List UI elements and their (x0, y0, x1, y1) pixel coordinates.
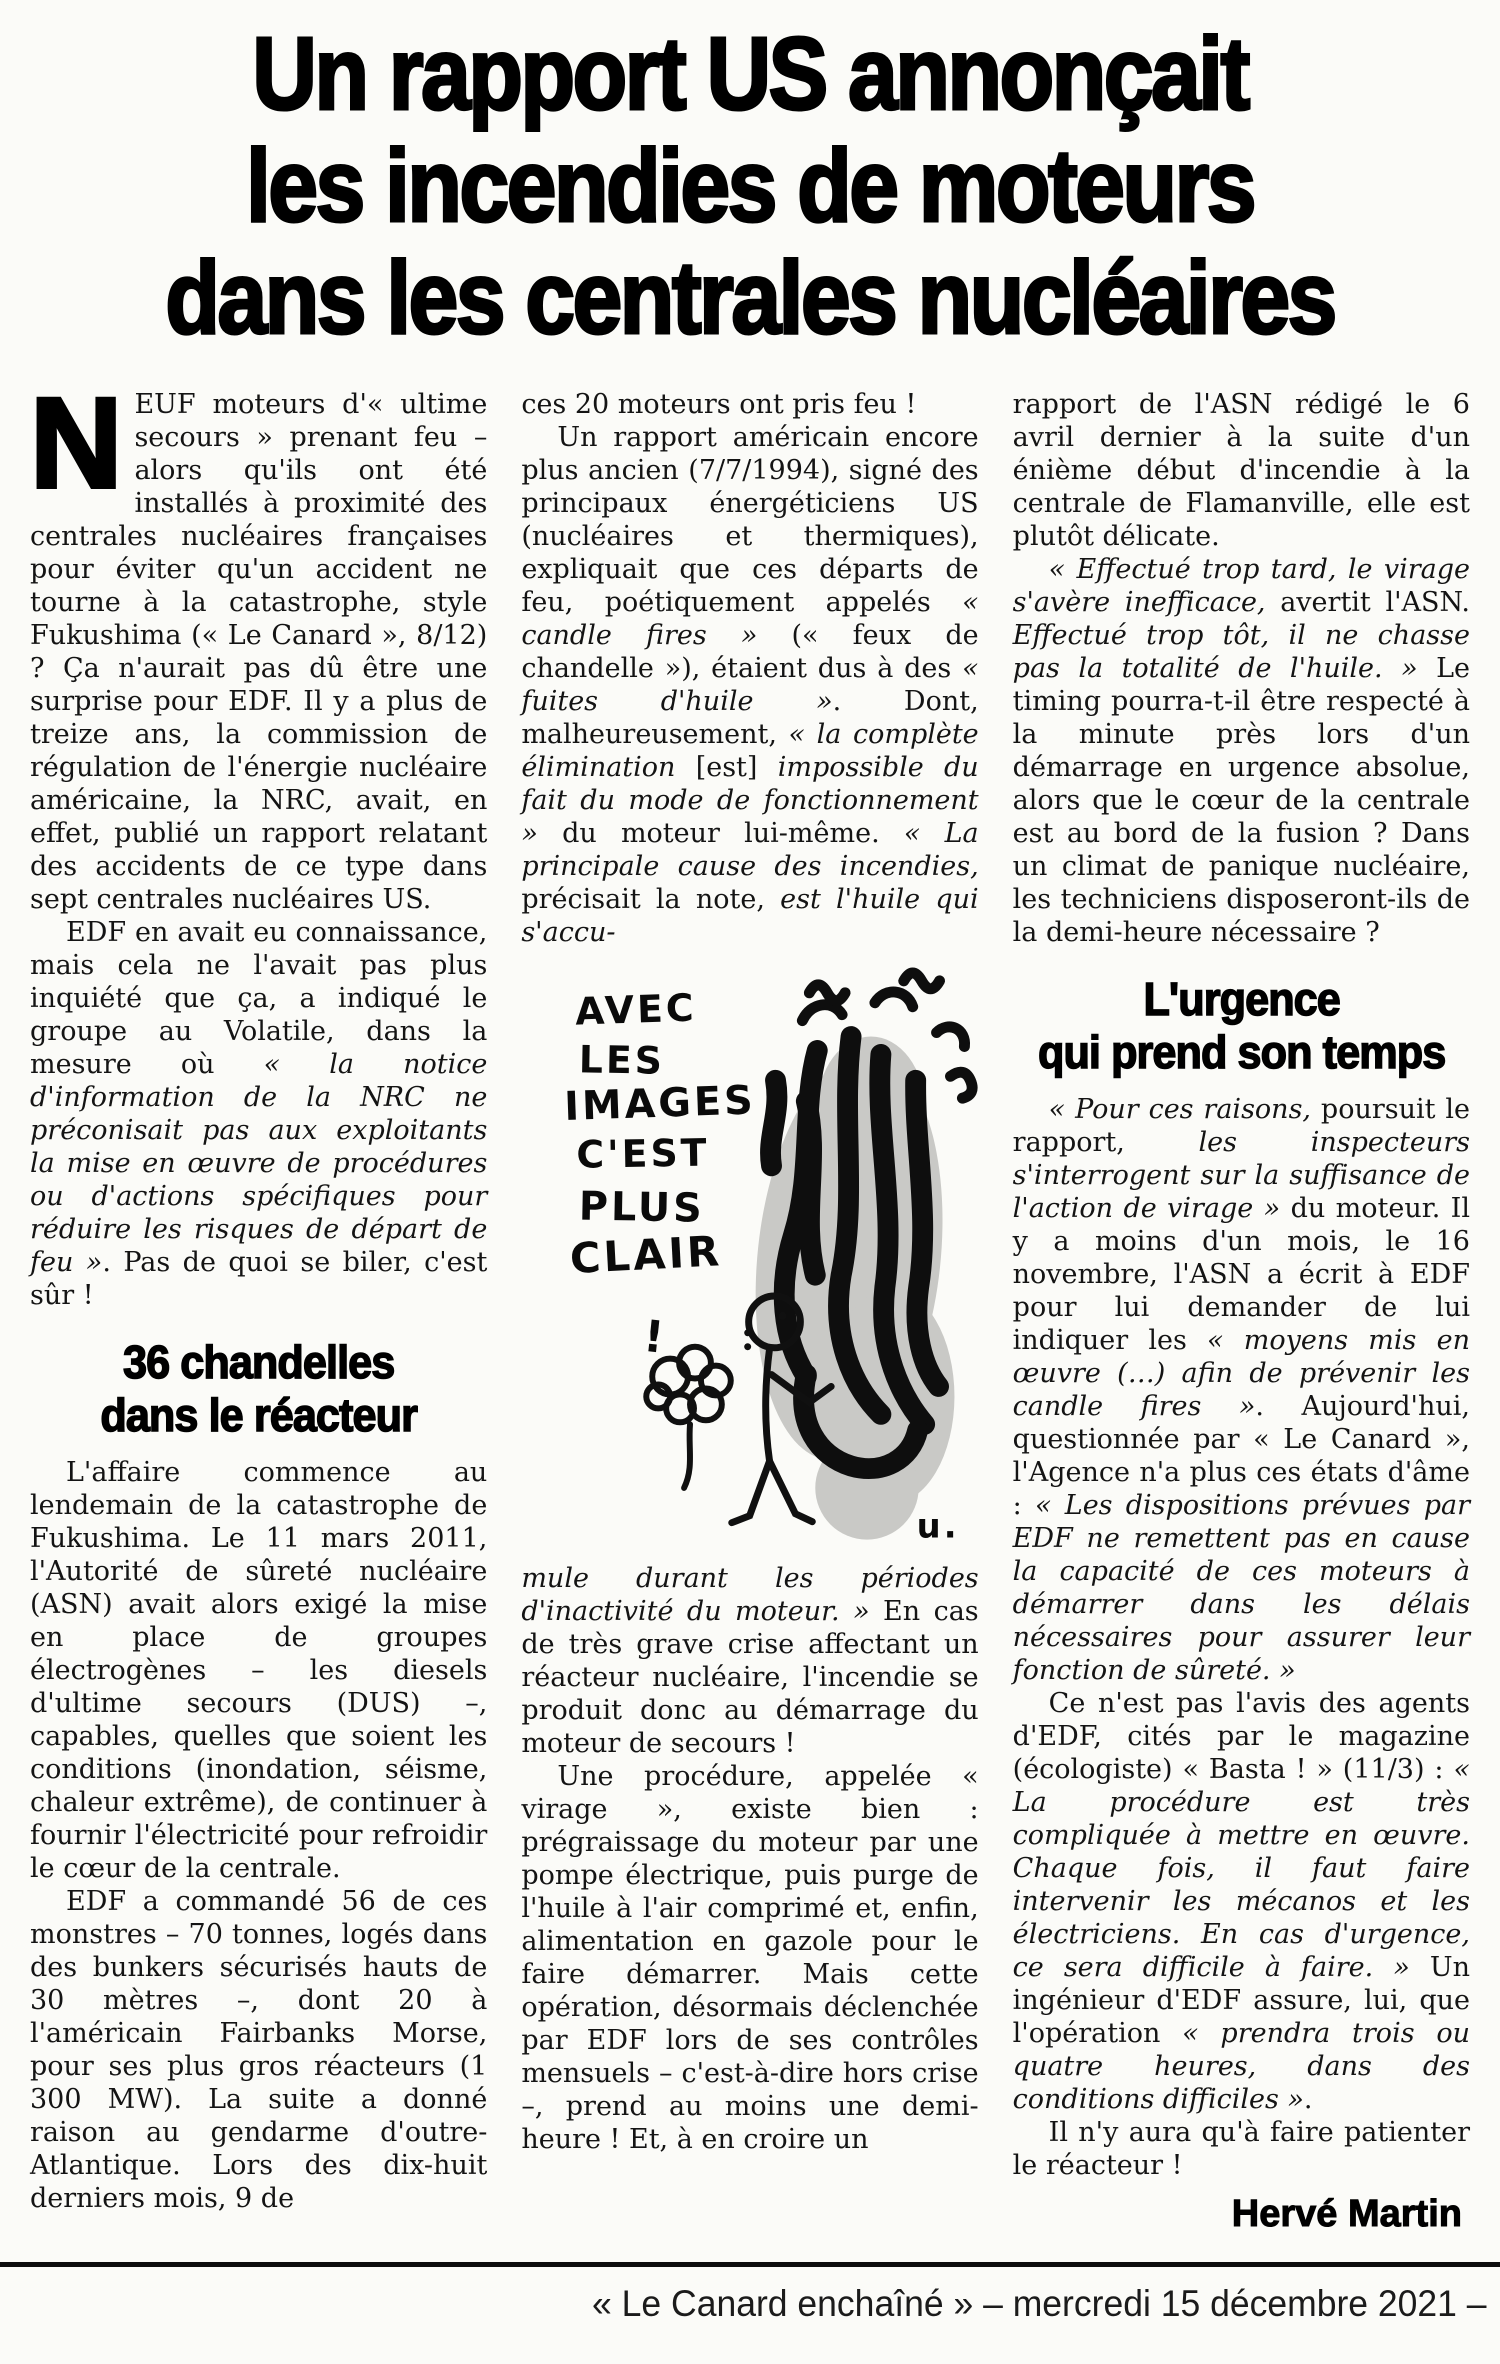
page-footer (0, 2262, 1500, 2325)
paragraph: NEUF moteurs d'« ultime secours » prenant feu – alors qu'ils ont été installés à proximité des centrales nucléaires françaises pour éviter qu'un accident ne tourne à la catastrophe, style Fukushima (« Le Canard », 8/12) ? Ça n'aurait pas dû être une surprise pour EDF. Il y a plus de treize ans, la commission de régulation de l'énergie nucléaire américaine, la NRC, avait, en effet, publié un rapport relatant des accidents de ce type dans sept centrales nucléaires US. (30, 372, 488, 915)
svg-text:PLUS: PLUS (578, 1183, 706, 1232)
paragraph: rapport de l'ASN rédigé le 6 avril dernier à la suite d'un énième début d'incendie à la centrale de Flamanville, elle est plutôt délicate. (1012, 389, 1470, 552)
column-1 (30, 372, 488, 2215)
paragraph: mule durant les périodes d'inactivité du moteur. » En cas de très grave crise affectant un réacteur nucléaire, l'incendie se produit donc au démarrage du moteur de secours ! (521, 1562, 979, 1759)
paragraph: EDF a commandé 56 de ces monstres – 70 tonnes, logés dans des bunkers sécurisés hauts de 30 mètres –, dont 20 à l'américain Fairbanks Morse, pour ses plus gros réacteurs (1 300 MW). La suite a donné raison au gendarme d'outre-Atlantique. Lors des dix-huit derniers mois, 9 de (30, 1886, 488, 2214)
drop-cap: N (30, 372, 123, 515)
section-subhead: L'urgence qui prend son temps (1037, 973, 1445, 1078)
paragraph: ces 20 moteurs ont pris feu ! (521, 389, 917, 420)
cartoonist-signature: u. (917, 1506, 960, 1546)
article-body (30, 372, 1470, 2235)
column-3 (1012, 388, 1470, 2235)
svg-text:C'EST: C'EST (576, 1130, 711, 1177)
headline-line: Un rapport US annonçait (252, 16, 1248, 131)
byline: Hervé Martin (1231, 2193, 1462, 2235)
headline-line: dans les centrales nucléaires (165, 240, 1335, 355)
svg-text:IMAGES: IMAGES (563, 1077, 757, 1131)
cartoon-illustration (521, 959, 978, 1556)
paragraph: « Pour ces raisons, poursuit le rapport, les inspecteurs s'interrogent sur la suffisance de l'action de virage » du moteur. Il y a moins d'un mois, le 16 novembre, l'ASN a écrit à EDF pour lui demander de lui indiquer les « moyens mis en œuvre (…) afin de prévenir les candle fires ». Aujourd'hui, questionnée par « Le Canard », l'Agence n'a plus ces états d'âme : « Les dispositions prévues par EDF ne remettent pas en cause la capacité de ces moteurs à démarrer dans les délais nécessaires pour assurer leur fonction de sûreté. » (1012, 1094, 1470, 1686)
cartoon-svg (521, 959, 978, 1556)
svg-text:AVEC: AVEC (574, 985, 698, 1034)
svg-text:!: ! (641, 1310, 670, 1365)
cartoon-caption (564, 985, 757, 1364)
paragraph: Il n'y aura qu'à faire patienter le réacteur ! (1012, 2117, 1470, 2181)
column-2 (521, 388, 978, 2156)
footer-text: « Le Canard enchaîné » – mercredi 15 décembre 2021 – (592, 2283, 1487, 2324)
paragraph: Une procédure, appelée « virage », existe bien : prégraissage du moteur par une pompe électrique, puis purge de l'huile à l'air comprimé et, enfin, alimentation en gazole pour le faire démarrer. Mais cette opération, désormais déclenchée par EDF lors de ses contrôles mensuels – c'est-à-dire hors crise –, prend au moins une demi-heure ! Et, à en croire un (521, 1760, 979, 2155)
paragraph: Un rapport américain encore plus ancien (7/7/1994), signé des principaux énergéticiens US (nucléaires et thermiques), expliquait que ces départs de feu, poétiquement appelés « candle fires » (« feux de chandelle »), étaient dus à des « fuites d'huile ». Dont, malheureusement, « la complète élimination [est] impossible du fait du mode de fonctionnement » du moteur lui-même. « La principale cause des incendies, précisait la note, est l'huile qui s'accu- (521, 422, 979, 948)
bush-scribble (647, 1347, 732, 1488)
paragraph: Ce n'est pas l'avis des agents d'EDF, cités par le magazine (écologiste) « Basta ! » (11/3) : « La procédure est très compliquée à mettre en œuvre. Chaque fois, il faut faire intervenir les mécanos et les électriciens. En cas d'urgence, ce sera difficile à faire. » Un ingénieur d'EDF assure, lui, que l'opération « prendra trois ou quatre heures, dans des conditions difficiles ». (1012, 1688, 1470, 2115)
svg-text:LES: LES (578, 1037, 666, 1083)
paragraph: EDF en avait eu connaissance, mais cela ne l'avait pas plus inquiété que ça, a indiqué le groupe au Volatile, dans la mesure où « la notice d'information de la NRC ne préconisait pas aux exploitants la mise en œuvre de procédures ou d'actions spécifiques pour réduire les risques de départ de feu ». Pas de quoi se biler, c'est sûr ! (30, 917, 488, 1311)
paragraph: « Effectué trop tard, le virage s'avère inefficace, avertit l'ASN. Effectué trop tôt, il ne chasse pas la totalité de l'huile. » Le timing pourra-t-il être respecté à la minute près lors d'un démarrage en urgence absolue, alors que le cœur de la centrale est au bord de la fusion ? Dans un climat de panique nucléaire, les techniciens disposeront-ils de la demi-heure nécessaire ? (1012, 554, 1470, 948)
section-subhead: 36 chandelles dans le réacteur (100, 1336, 417, 1441)
article-headline (30, 18, 1470, 354)
svg-text:CLAIR: CLAIR (569, 1226, 724, 1284)
headline-line: les incendies de moteurs (245, 128, 1255, 243)
paragraph: L'affaire commence au lendemain de la catastrophe de Fukushima. Le 11 mars 2011, l'Autorité de sûreté nucléaire (ASN) avait alors exigé la mise en place de groupes électrogènes – les diesels d'ultime secours (DUS) –, capables, quelles que soient les conditions (inondation, séisme, chaleur extrême), de continuer à fournir l'électricité pour refroidir le cœur de la centrale. (30, 1457, 488, 1884)
